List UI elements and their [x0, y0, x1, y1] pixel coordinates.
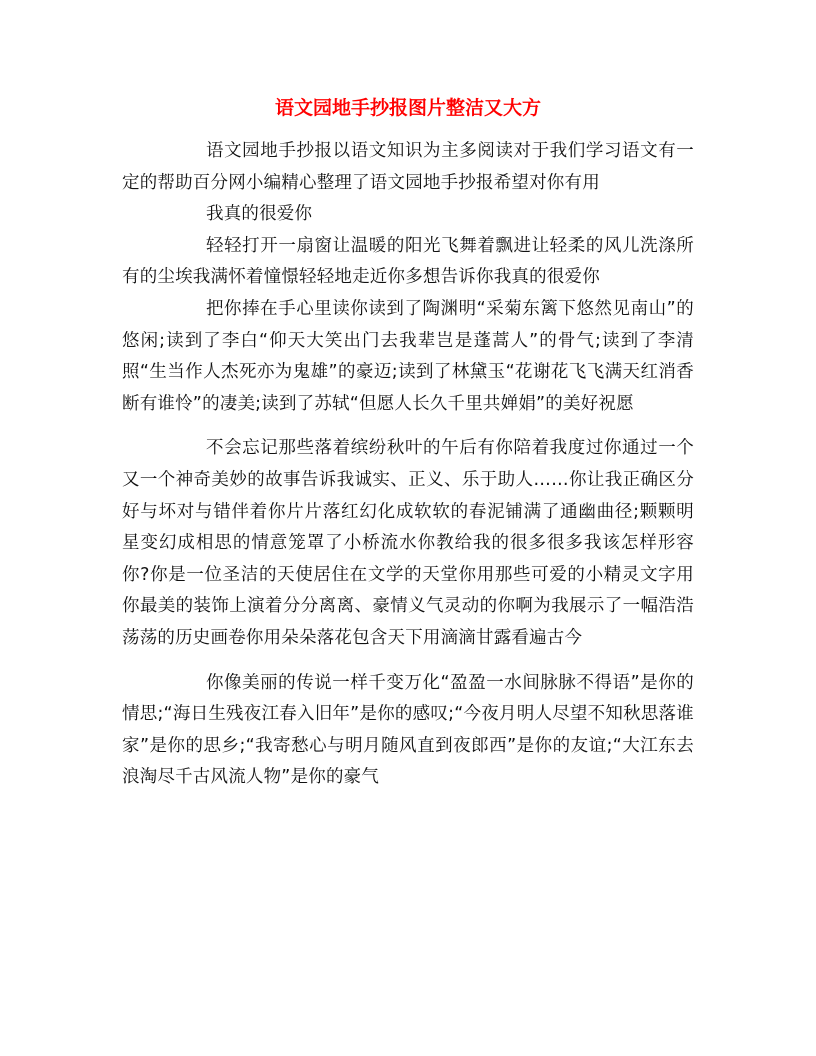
paragraph-window: 轻轻打开一扇窗让温暖的阳光飞舞着飘进让轻柔的风儿洗涤所有的尘埃我满怀着憧憬轻轻地走近你多想告诉你我真的很爱你 — [122, 235, 694, 288]
page-title: 语文园地手抄报图片整洁又大方 — [274, 97, 541, 119]
paragraph-poems: 把你捧在手心里读你读到了陶渊明“采菊东篱下悠然见南山”的悠闲;读到了李白“仰天大笑出门去我辈岂是蓬蒿人”的骨气;读到了李清照“生当作人杰死亦为鬼雄”的豪迈;读到了林黛玉“花谢花飞飞满天红消香断有谁怜”的凄美;读到了苏轼“但愿人长久千里共婵娟”的美好祝愿 — [122, 298, 694, 414]
paragraph-legend: 你像美丽的传说一样千变万化“盈盈一水间脉脉不得语”是你的情思;“海日生残夜江春入旧年”是你的感叹;“今夜月明人尽望不知秋思落谁家”是你的思乡;“我寄愁心与明月随风直到夜郎西”是你的友谊;“大江东去浪淘尽千古风流人物”是你的豪气 — [122, 672, 694, 788]
article-body — [122, 136, 694, 794]
paragraph-intro: 语文园地手抄报以语文知识为主多阅读对于我们学习语文有一定的帮助百分网小编精心整理了语文园地手抄报希望对你有用 — [122, 141, 694, 193]
paragraph-heading: 我真的很爱你 — [206, 204, 313, 225]
paragraph-autumn: 不会忘记那些落着缤纷秋叶的午后有你陪着我度过你通过一个又一个神奇美妙的故事告诉我诚实、正义、乐于助人……你让我正确区分好与坏对与错伴着你片片落红幻化成软软的春泥铺满了通幽曲径;颗颗明星变幻成相思的情意笼罩了小桥流水你教给我的很多很多我该怎样形容你?你是一位圣洁的天使居住在文学的天堂你用那些可爱的小精灵文字用你最美的装饰上演着分分离离、豪情义气灵动的你啊为我展示了一幅浩浩荡荡的历史画卷你用朵朵落花包含天下用滴滴甘露看遍古今 — [122, 438, 694, 648]
